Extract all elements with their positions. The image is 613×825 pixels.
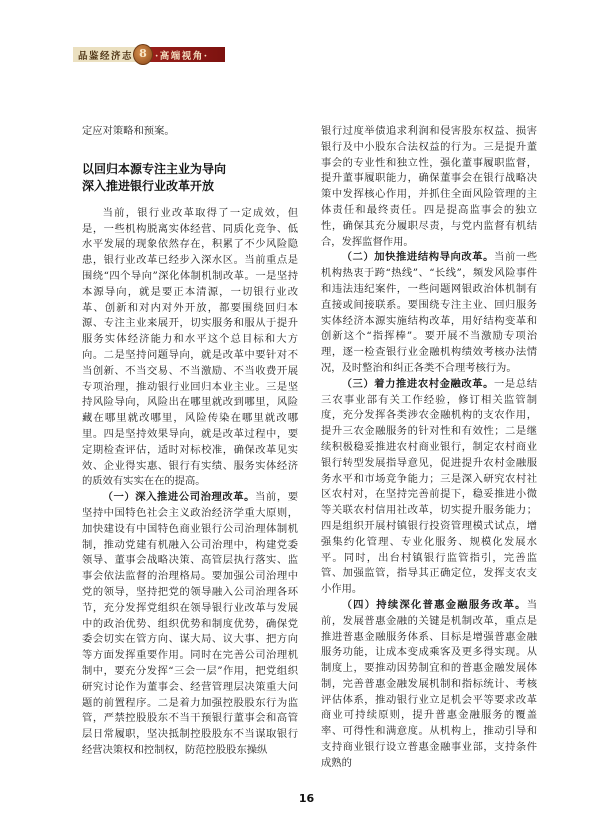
body-paragraph (321, 598, 537, 772)
paragraph-body: 当前一些机构热衷于跨“热线”、“长线”，频发风险事件和违法违纪案件，一些问题网银政治体机制有直接或间接联系。要围绕专注主业、回归服务实体经济本源实施结构改革，用好结构变革和创新这个“指挥棒”。要开展不当激励专项治理，逐一检查银行业金融机构绩效考核办法情况，及时整治和纠正各类不合理考核行为。 (321, 251, 538, 374)
right-column (321, 124, 537, 772)
paragraph-body: 当前，要坚持中国特色社会主义政治经济学重大原则，加快建设有中国特色商业银行公司治理体制机制，推动党建有机融入公司治理中，构建党委领导、董事会战略决策、高管层执行落实、监事会依法监督的治理格局。要加强公司治理中党的领导，坚持把党的领导融入公司治理各环节，充分发挥党组织在领导银行业改革与发展中的政治优势、组织优势和制度优势，确保党委会切实在管方向、谋大局、议大事、把方向等方面发挥重要作用。同时在完善公司治理机制中，要充分发挥“三会一层”作用，把党组织研究讨论作为董事会、经营管理层决策重大问题的前置程序。二是着力加强控股股东行为监管，严禁控股股东不当干预银行董事会和高管层日常履职，坚决抵制控股股东不当谋取银行经营决策权和控制权，防范控股股东操纵 (82, 491, 299, 756)
paragraph-body: 当前，发展普惠金融的关键是机制改革，重点是推进普惠金融服务体系、目标是增强普惠金融服务功能，让成本变成乘客及更多得实现。从制度上，要推动因势制宜和的普惠金融发展体制，完善普惠金融发展机制和指标统计、考核评估体系，推动银行业立足机会平等要求改革商业可持续原则，提升普惠金融服务的覆盖率、可得性和满意度。从机构上，推动引导和支持商业银行设立普惠金融事业部，支持条件成熟的 (321, 598, 537, 769)
header-title-band (73, 47, 139, 62)
paragraph-lead: （四）持续深化普惠金融服务改革。 (341, 598, 527, 611)
header-section-band (149, 47, 225, 62)
body-paragraph: 银行过度举债追求利润和侵害股东权益、损害银行及中小股东合法权益的行为。三是提升董事会的专业性和独立性，强化董事履职监督，提升董事履职能力，确保董事会在银行战略决策中发挥核心作用，并抓住全面风险管理的主体责任和最终责任。四是提高监事会的独立性，确保其充分履职尽责，与党内监督有机结合，发挥监督作用。 (321, 125, 537, 248)
body-paragraph (321, 250, 537, 376)
paragraph-lead: （三）着力推进农村金融改革。 (341, 377, 495, 390)
left-column (82, 124, 298, 759)
header-title: 品鉴经济志 (78, 51, 134, 62)
body-paragraph: 当前，银行业改革取得了一定成效，但是，一些机构脱离实体经营、同质化竞争、低水平发展的现象依然存在，积累了不少风险隐患，银行业改革已经步入深水区。当前重点是围绕“四个导向”深化体制机制改革。一是坚持本源导向，就是要正本清源，一切银行业改革、创新和对内对外开放，都要围绕回归本源、专注主业来展开，切实服务和服从于提升服务实体经济能力和水平这个总目标和大方向。二是坚持问题导向，就是改革中要针对不当创新、不当交易、不当激励、不当收费开展专项治理，推动银行业回归本业主业。三是坚持风险导向，风险出在哪里就改到哪里，风险藏在哪里就改哪里，风险传染在哪里就改哪里。四是坚持效果导向，就是改革过程中，要定期检查评估，适时对标校准，确保改革见实效、企业得实惠、银行有实绩、服务实体经济的质效有实实在在的提高。 (82, 206, 298, 488)
header-emblem-glyph: 8 (139, 47, 147, 60)
intro-text: 定应对策略和预案。 (82, 125, 175, 137)
section-heading (82, 161, 298, 195)
paragraph-lead: （一）深入推进公司治理改革。 (102, 491, 256, 504)
page-number: 16 (298, 792, 315, 805)
body-paragraph (321, 377, 537, 598)
paragraph-body: 一是总结三农事业部有关工作经验，修订相关监管制度，充分发挥各类涉农金融机构的支农作用，提升三农金融服务的针对性和有效性；二是继续积极稳妥推进农村商业银行，制定农村商业银行转型发展指导意见，促进提升农村金融服务水平和市场竞争能力；三是深入研究农村社区农村对，在坚持完善前提下，稳妥推进小微等关联农村信用社改革，切实提升服务能力；四是组织开展村镇银行投资管理模式试点，增强集约化管理、专业化服务、规模化发展水平。同时，出台村镇银行监管指引，完善监管、加强监管，指导其正确定位，发挥支农支小作用。 (321, 377, 538, 596)
paragraph-lead: （二）加快推进结构导向改革。 (341, 251, 495, 264)
header-emblem-icon (133, 44, 153, 65)
section-heading-line2: 深入推进银行业改革开放 (82, 178, 215, 193)
page-header (73, 44, 225, 64)
body-paragraph (82, 490, 298, 759)
section-heading-line1: 以回归本源专注主业为导向 (82, 161, 227, 176)
header-section-label: ·高端视角· (155, 51, 209, 62)
